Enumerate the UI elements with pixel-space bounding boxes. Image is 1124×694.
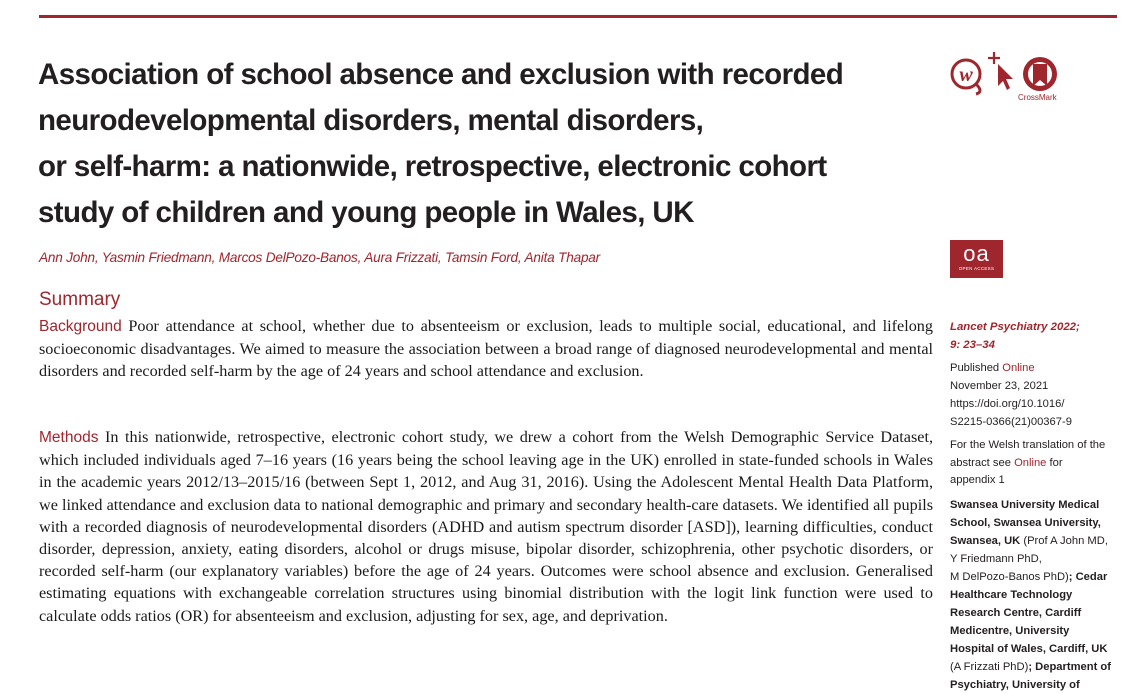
add-cursor-icon[interactable] (988, 52, 1013, 90)
title-line: or self-harm: a nationwide, retrospective, electronic cohort (38, 150, 827, 183)
methods-text: In this nationwide, retrospective, electronic cohort study, we drew a cohort from the Welsh Demographic Service Dataset, which included individuals aged 7–16 years (16 years being the school leaving age in the UK) enrolled in state-funded schools in Wales in the academic years 2012/13–2015/16 (between Sept 1, 2012, and Aug 31, 2016). Using the Adolescent Mental Health Data Platform, we linked attendance and exclusion data to national demographic and primary and secondary health-care datasets. We identified all pupils with a recorded diagnosis of neurodevelopmental disorders (ADHD and autism spectrum disorder [ASD]), learning difficulties, conduct disorder, depression, anxiety, eating disorders, alcohol or drugs misuse, bipolar disorder, schizophrenia, other psychotic disorders, or recorded self-harm (our explanatory variables) before the age of 24 years. Outcomes were school absence and exclusion. Generalised estimating equations with exchangeable correlation structures using binomial distribution with the logit link function were used to calculate odds ratios (OR) for absenteeism and exclusion, adjusting for sex, age, and deprivation. (39, 428, 933, 625)
affiliation-line (950, 658, 1118, 676)
affiliation-line (950, 550, 1118, 568)
author-affiliations (950, 496, 1118, 694)
article-title (38, 52, 928, 236)
affiliation-line (950, 622, 1118, 640)
published-date: November 23, 2021 (950, 380, 1049, 392)
affiliation-tail: ; Cedar (1068, 571, 1108, 583)
translation-online-link[interactable]: Online (1014, 456, 1047, 469)
background-paragraph (39, 315, 933, 383)
svg-text:w: w (959, 64, 973, 86)
affiliation-text: Swansea University Medical (950, 499, 1100, 511)
translation-line (950, 455, 1118, 473)
methods-paragraph (39, 426, 933, 627)
translation-note (950, 437, 1118, 490)
affiliation-line (950, 568, 1118, 586)
crossmark-icon[interactable] (1023, 57, 1057, 91)
methods-label: Methods (39, 429, 99, 446)
affiliation-line (950, 676, 1118, 694)
affiliation-text: (A Frizzati PhD) (950, 661, 1029, 673)
affiliation-line (950, 586, 1118, 604)
background-label: Background (39, 318, 122, 335)
published-prefix: Published (950, 362, 1003, 374)
journal-citation (950, 318, 1118, 354)
doi-line[interactable]: S2215-0366(21)00367-9 (950, 416, 1072, 428)
oa-badge-text: oa (963, 241, 990, 266)
title-line: study of children and young people in Wales, UK (38, 196, 694, 229)
journal-citation-line: Lancet Psychiatry 2022; (950, 321, 1080, 333)
affiliation-line (950, 532, 1118, 550)
publication-info (950, 359, 1118, 431)
affiliation-tail: (Prof A John MD, (1020, 535, 1108, 547)
doi-line[interactable]: https://doi.org/10.1016/ (950, 398, 1065, 410)
translation-line: appendix 1 (950, 474, 1005, 486)
crossmark-label[interactable]: CrossMark (1018, 93, 1057, 102)
oa-badge-caption: OPEN ACCESS (958, 266, 995, 271)
affiliation-text: Medicentre, University (950, 625, 1070, 637)
wiley-online-icon[interactable] (952, 60, 980, 94)
translation-line: For the Welsh translation of the (950, 439, 1106, 451)
affiliation-text: Hospital of Wales, Cardiff, UK (950, 643, 1108, 655)
title-line: Association of school absence and exclusion with recorded (38, 58, 844, 91)
translation-prefix: abstract see (950, 456, 1015, 469)
affiliation-text: M DelPozo-Banos PhD) (950, 571, 1069, 583)
affiliation-text: Swansea, UK (950, 535, 1021, 547)
affiliation-line (950, 640, 1118, 658)
title-line: neurodevelopmental disorders, mental disorders, (38, 104, 704, 137)
summary-heading: Summary (39, 289, 121, 310)
translation-suffix: for (1046, 456, 1063, 469)
affiliation-line (950, 604, 1118, 622)
affiliation-text: Y Friedmann PhD, (950, 553, 1042, 565)
affiliation-text: Healthcare Technology (950, 589, 1073, 601)
affiliation-text: Research Centre, Cardiff (950, 607, 1082, 619)
top-rule (39, 15, 1117, 18)
background-text: Poor attendance at school, whether due to absenteeism or exclusion, leads to multiple social, educational, and lifelong socioeconomic disadvantages. We aimed to measure the association between a broad range of diagnosed neurodevelopmental and mental disorders and recorded self-harm by the age of 24 years and school attendance and exclusion. (39, 317, 933, 381)
published-online-link[interactable]: Online (1002, 362, 1035, 374)
open-access-badge (950, 240, 1003, 278)
affiliation-text: Psychiatry, University of (950, 679, 1080, 691)
author-list[interactable]: Ann John, Yasmin Friedmann, Marcos DelPozo-Banos, Aura Frizzati, Tamsin Ford, Anita Thapar (39, 250, 600, 265)
affiliation-tail: ; Department of (1028, 661, 1111, 673)
affiliation-line (950, 514, 1118, 532)
affiliation-line (950, 496, 1118, 514)
published-line (950, 359, 1118, 377)
affiliation-text: School, Swansea University, (950, 517, 1101, 529)
journal-citation-line: 9: 23–34 (950, 339, 995, 351)
